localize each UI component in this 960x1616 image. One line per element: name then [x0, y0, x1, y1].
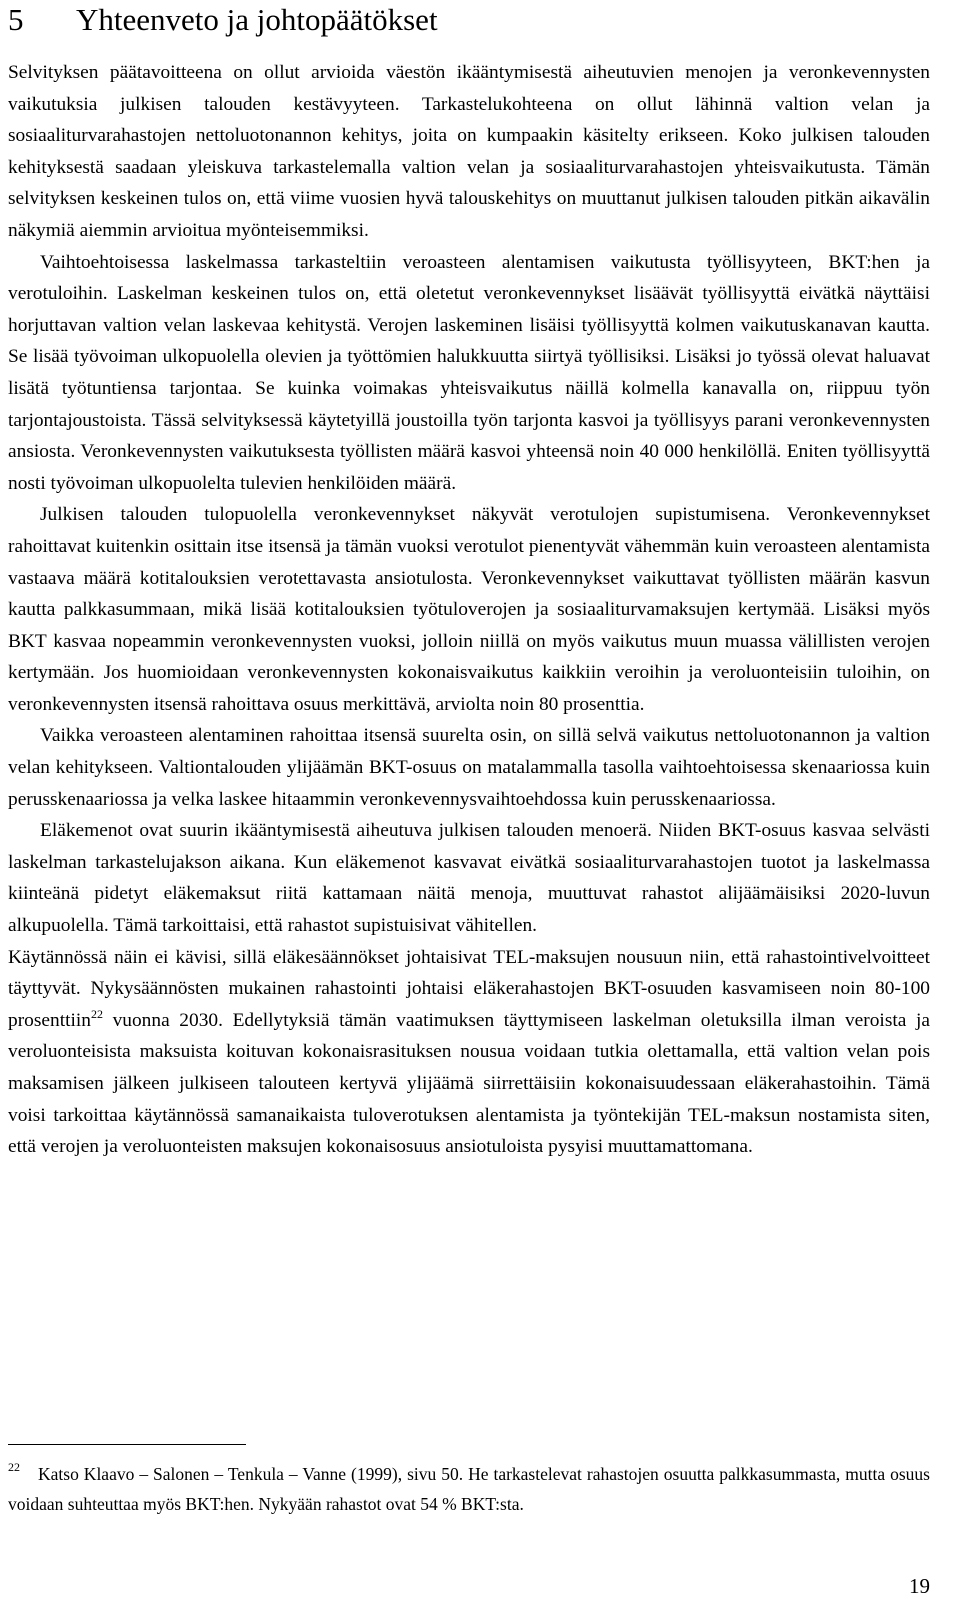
- paragraph-2: Vaihtoehtoisessa laskelmassa tarkasteltiin veroasteen alentamisen vaikutusta työllisyyteen, BKT:hen ja verotuloihin. Laskelman keskeinen tulos on, että oletetut veronkevennykset lisäävät työllisyyttä eivätkä näyttäisi horjuttavan valtion velan laskevaa kehitystä. Verojen laskeminen lisäisi työllisyyttä kolmen vaikutuskanavan kautta. Se lisää työvoiman ulkopuolella olevien ja työttömien halukkuutta siirtyä työllisiksi. Lisäksi jo työssä olevat haluavat lisätä työtuntiensa tarjontaa. Se kuinka voimakas yhteisvaikutus näillä kolmella kanavalla on, riippuu työn tarjontajoustoista. Tässä selvityksessä käytetyillä joustoilla työn tarjonta kasvoi ja työllisyys parani veronkevennysten ansiosta. Veronkevennysten vaikutuksesta työllisten määrä kasvoi yhteensä noin 40 000 henkilöllä. Eniten työllisyyttä nosti työvoiman ulkopuolelta tulevien henkilöiden määrä.: [8, 251, 930, 494]
- paragraph-4: Vaikka veroasteen alentaminen rahoittaa itsensä suurelta osin, on sillä selvä vaikutus nettoluotonannon ja valtion velan kehitykseen. Valtiontalouden ylijäämän BKT-osuus on matalammalla tasolla vaihtoehtoisessa skenaariossa kuin perusskenaariossa ja velka laskee hitaammin veronkevennysvaihtoehdossa kuin perusskenaariossa.: [8, 725, 930, 810]
- footnote-reference: 22: [90, 1006, 103, 1021]
- footnote-text: Katso Klaavo – Salonen – Tenkula – Vanne (1999), sivu 50. He tarkastelevat rahastojen osuutta palkkasummasta, mutta osuus voidaan suhteuttaa myös BKT:hen. Nykyään rahastot ovat 54 % BKT:sta.: [8, 1464, 930, 1514]
- section-number: 5: [8, 2, 24, 37]
- paragraph-6-text-b: vuonna 2030. Edellytyksiä tämän vaatimuksen täyttymiseen laskelman oletuksilla ilman veroista ja veroluonteisista maksuista koituvan kokonaisrasituksen nousua voidaan tutkia olettamalla, että valtion velan pois maksamisen jälkeen julkiseen talouteen kertyvä ylijäämä siirrettäisiin kokonaisuudessaan eläkerahastoihin. Tämä voisi tarkoittaa käytännössä samanaikaista tuloverotuksen alentamista ja työntekijän TEL-maksun nostamista siten, että verojen ja veroluonteisten maksujen kokonaisosuus ansiotuloista pysyisi muuttamattomana.: [8, 1009, 930, 1158]
- paragraph-3: Julkisen talouden tulopuolella veronkevennykset näkyvät verotulojen supistumisena. Veronkevennykset rahoittavat kuitenkin osittain itse itsensä ja tämän vuoksi verotulot pienentyvät vähemmän kuin veroasteen alentamista vastaava määrä kotitalouksien verotettavasta ansiotulosta. Veronkevennykset vaikuttavat työllisten määrän kasvun kautta palkkasummaan, mikä lisää kotitalouksien työtuloverojen ja sosiaaliturvamaksujen kertymää. Lisäksi myös BKT kasvaa nopeammin veronkevennysten vuoksi, jolloin niillä on myös vaikutus muun muassa välillisten verojen kertymään. Jos huomioidaan veronkevennysten kokonaisvaikutus kaikkiin veroihin ja veroluonteisiin tuloihin, on veronkevennysten itsensä rahoittava osuus merkittävä, arviolta noin 80 prosenttia.: [8, 504, 930, 715]
- footnote-separator: [8, 1444, 246, 1445]
- body-text: [8, 57, 930, 1163]
- page-number: 19: [909, 1574, 930, 1598]
- section-heading: [8, 2, 438, 38]
- footnote: [8, 1459, 930, 1519]
- paragraph-5: Eläkemenot ovat suurin ikääntymisestä aiheutuva julkisen talouden menoerä. Niiden BKT-osuus kasvaa selvästi laskelman tarkastelujakson aikana. Kun eläkemenot kasvavat eivätkä sosiaaliturvarahastojen tuotot ja laskelmassa kiinteänä pidetyt eläkemaksut riitä kattamaan näitä menoja, muuttuvat rahastot alijäämäisiksi 2020-luvun alkupuolella. Tämä tarkoittaisi, että rahastot supistuisivat vähitellen.: [8, 820, 930, 937]
- footnote-number: 22: [8, 1460, 20, 1474]
- paragraph-1: Selvityksen päätavoitteena on ollut arvioida väestön ikääntymisestä aiheutuvien menojen ja veronkevennysten vaikutuksia julkisen talouden kestävyyteen. Tarkastelukohteena on ollut lähinnä valtion velan ja sosiaaliturvarahastojen nettoluotonannon kehitys, joita on kumpaakin käsitelty erikseen. Koko julkisen talouden kehityksestä saadaan yleiskuva tarkastelemalla valtion velan ja sosiaaliturvarahastojen yhteisvaikutusta. Tämän selvityksen keskeinen tulos on, että viime vuosien hyvä talouskehitys on muuttanut julkisen talouden pitkän aikavälin näkymiä aiemmin arvioitua myönteisemmiksi.: [8, 62, 930, 241]
- paragraph-6: [8, 942, 930, 1163]
- section-title: Yhteenveto ja johtopäätökset: [76, 2, 438, 37]
- paragraph-6-text-a: Käytännössä näin ei kävisi, sillä eläkesäännökset johtaisivat TEL-maksujen nousuun niin, että rahastointivelvoitteet täyttyvät. Nykysäännösten mukainen rahastointi johtaisi eläkerahastojen BKT-osuuden kasvamiseen noin 80-100 prosenttiin: [8, 946, 930, 1031]
